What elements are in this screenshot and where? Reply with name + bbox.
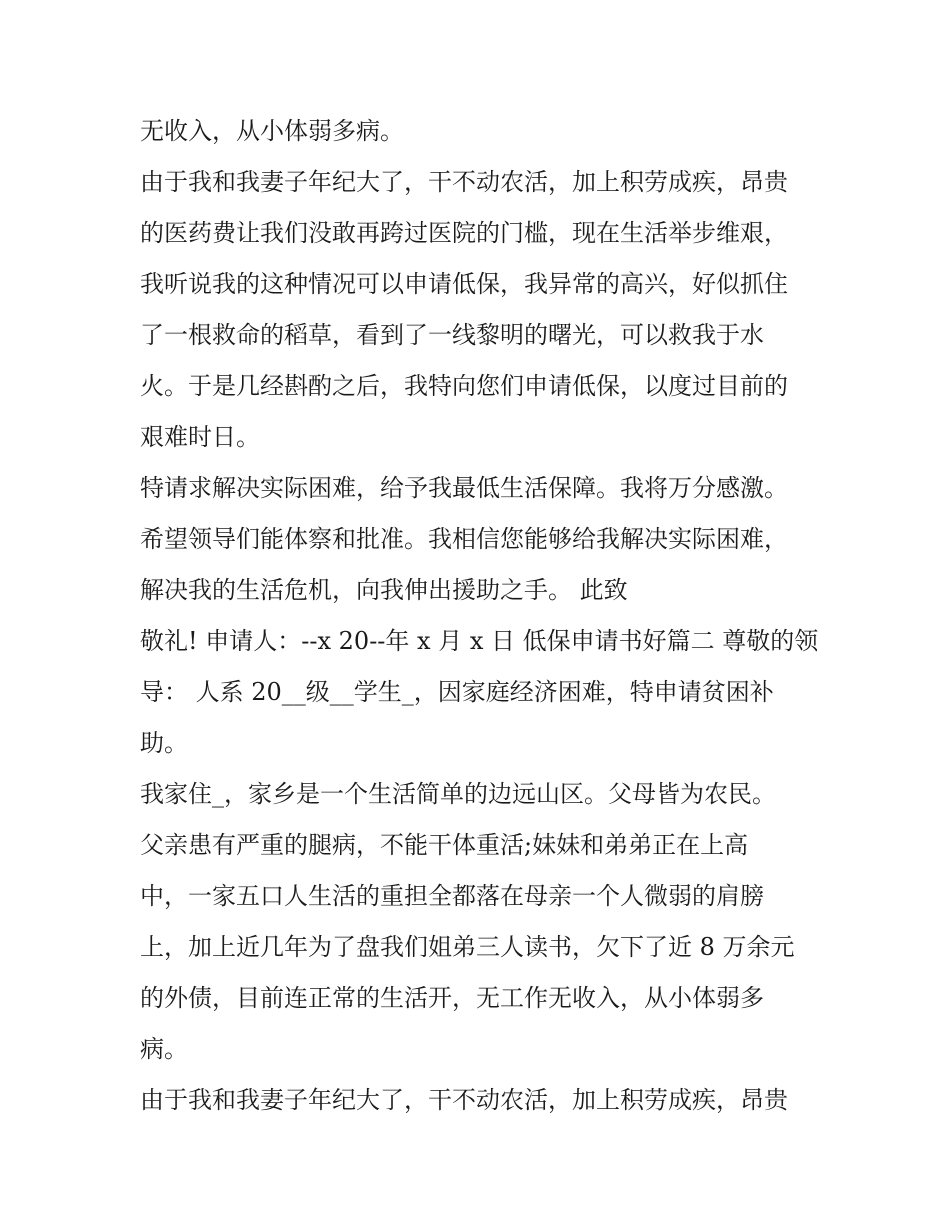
text-line: 由于我和我妻子年纪大了，干不动农活，加上积劳成疾，昂贵 <box>140 1086 788 1114</box>
text-line: 病。 <box>140 1035 188 1063</box>
text-line: 中，一家五口人生活的重担全都落在母亲一个人微弱的肩膀 <box>140 882 764 910</box>
text-line: 我家住_，家乡是一个生活简单的边远山区。父母皆为农民。 <box>140 780 776 808</box>
text-line: 了一根救命的稻草，看到了一线黎明的曙光，可以救我于水 <box>140 321 764 349</box>
text-line: 无收入，从小体弱多病。 <box>140 117 404 145</box>
text-line: 艰难时日。 <box>140 423 260 451</box>
text-line: 上，加上近几年为了盘我们姐弟三人读书，欠下了近 8 万余元 <box>140 933 795 961</box>
text-line: 助。 <box>140 729 188 757</box>
text-line: 我听说我的这种情况可以申请低保，我异常的高兴，好似抓住 <box>140 270 788 298</box>
document-body <box>140 106 820 1126</box>
text-line: 导： 人系 20__级__学生_，因家庭经济困难，特申请贫困补 <box>140 678 774 706</box>
text-line: 由于我和我妻子年纪大了，干不动农活，加上积劳成疾，昂贵 <box>140 168 788 196</box>
text-line: 火。于是几经斟酌之后，我特向您们申请低保，以度过目前的 <box>140 372 788 400</box>
text-line: 父亲患有严重的腿病，不能干体重活;妹妹和弟弟正在上高 <box>140 831 749 859</box>
text-line: 特请求解决实际困难，给予我最低生活保障。我将万分感激。 <box>140 474 788 502</box>
text-line: 解决我的生活危机，向我伸出援助之手。 此致 <box>140 576 628 604</box>
text-line: 敬礼! 申请人：--x 20--年 x 月 x 日 低保申请书好篇二 尊敬的领 <box>140 627 819 655</box>
text-line: 的外债，目前连正常的生活开，无工作无收入，从小体弱多 <box>140 984 764 1012</box>
text-line: 的医药费让我们没敢再跨过医院的门槛，现在生活举步维艰， <box>140 219 788 247</box>
text-line: 希望领导们能体察和批准。我相信您能够给我解决实际困难， <box>140 525 788 553</box>
